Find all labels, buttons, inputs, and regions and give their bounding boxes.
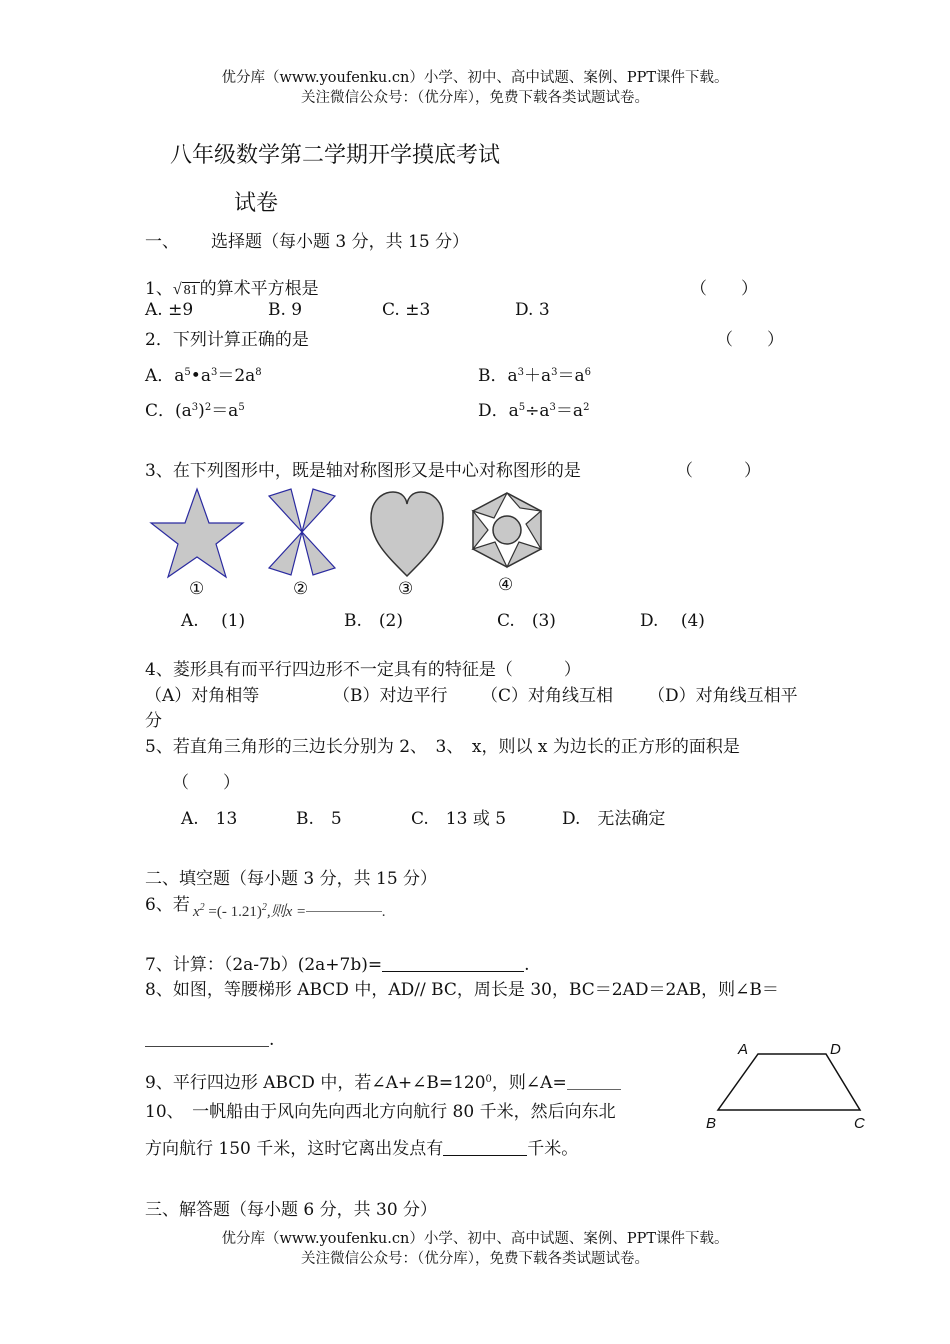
q5-answer-bracket: （ ） bbox=[172, 773, 240, 793]
page-title: 八年级数学第二学期开学摸底考试 bbox=[170, 143, 501, 168]
section-2-title: 二、填空题（每小题 3 分，共 15 分） bbox=[145, 869, 438, 889]
q1-text: 的算术平方根是 bbox=[199, 279, 319, 299]
q3a-value: (1) bbox=[221, 611, 246, 631]
figure-label-1: ① bbox=[189, 579, 205, 598]
star-shape bbox=[151, 489, 243, 577]
q6-x: x bbox=[193, 904, 200, 920]
q2b-mid: ＋a bbox=[524, 366, 552, 386]
footer-line-2: 关注微信公众号：（优分库），免费下载各类试题试卷。 bbox=[301, 1251, 649, 1267]
heart-shape bbox=[371, 492, 443, 576]
section-3-title: 三、解答题（每小题 6 分，共 30 分） bbox=[145, 1200, 438, 1220]
q2d-rest: ＝a bbox=[555, 401, 584, 421]
question-8: 8、如图，等腰梯形 ABCD 中，AD// BC，周长是 30，BC＝2AD＝2AB，则∠B＝ bbox=[145, 980, 779, 1000]
q2a-base: a bbox=[174, 366, 185, 386]
q2a-rest: ＝2a bbox=[217, 366, 256, 386]
q2b-rest: ＝a bbox=[557, 366, 585, 386]
q5-option-a: A. 13 bbox=[181, 809, 238, 829]
sqrt-81: √ 81 bbox=[172, 281, 198, 298]
question-5: 5、若直角三角形的三边长分别为 2、 3、 x，则以 x 为边长的正方形的面积是 bbox=[145, 737, 740, 757]
q3d-value: (4) bbox=[680, 611, 705, 631]
q7-answer-blank[interactable] bbox=[382, 955, 524, 972]
section-1-number: 一、 bbox=[145, 232, 179, 252]
q10-answer-blank[interactable] bbox=[443, 1139, 527, 1156]
header-line-1: 优分库（www.youfenku.cn）小学、初中、高中试题、案例、PPT课件下载。 bbox=[221, 70, 729, 86]
trapezoid-figure bbox=[700, 1036, 890, 1136]
q2c-exp2: 2 bbox=[204, 402, 212, 413]
q3-option-b bbox=[344, 606, 403, 631]
q2a-exp3: 8 bbox=[255, 367, 262, 378]
q4-option-d: （D）对角线互相平 bbox=[648, 686, 798, 706]
q3-option-c bbox=[497, 606, 556, 631]
q3-option-a bbox=[181, 606, 245, 631]
q2d-label: D． bbox=[478, 401, 509, 421]
triangles-shape bbox=[269, 489, 335, 575]
section-1-title: 选择题（每小题 3 分，共 15 分） bbox=[211, 232, 470, 252]
q2d-mid: ÷a bbox=[525, 401, 550, 421]
q9-answer-blank[interactable] bbox=[567, 1073, 621, 1090]
page-subtitle: 试卷 bbox=[234, 191, 279, 216]
vertex-d-label: D bbox=[830, 1041, 841, 1058]
question-1 bbox=[145, 274, 319, 299]
q9-rest: ，则∠A= bbox=[491, 1073, 567, 1093]
q1-option-d: D. 3 bbox=[515, 300, 550, 320]
q2-answer-bracket: （ ） bbox=[716, 330, 784, 350]
question-9 bbox=[145, 1068, 621, 1093]
q9-degree: 0 bbox=[485, 1074, 492, 1085]
q3a-letter: A. bbox=[181, 611, 199, 631]
q4-option-c: （C）对角线互相 bbox=[481, 686, 614, 706]
question-2: 2．下列计算正确的是 bbox=[145, 330, 309, 350]
q7-dot: . bbox=[524, 955, 530, 975]
q2c-mid: ) bbox=[198, 401, 205, 421]
q3d-letter: D. bbox=[640, 611, 659, 631]
q2b-exp1: 3 bbox=[517, 367, 525, 378]
q9-text: 9、平行四边形 ABCD 中，若∠A+∠B=120 bbox=[145, 1073, 486, 1093]
q2-option-b bbox=[478, 361, 591, 386]
vertex-c-label: C bbox=[854, 1115, 865, 1132]
vertex-b-label: B bbox=[706, 1115, 717, 1132]
q7-text: 7、计算：（2a-7b）(2a+7b)= bbox=[145, 955, 383, 975]
q2-option-a bbox=[145, 361, 262, 386]
vertex-a-label: A bbox=[738, 1041, 749, 1058]
q2d-base: a bbox=[508, 401, 519, 421]
figure-label-3: ③ bbox=[398, 579, 414, 598]
q6-then: ,则x = bbox=[266, 904, 307, 920]
q2d-exp2: 3 bbox=[549, 402, 556, 413]
figure-label-2: ② bbox=[293, 579, 309, 598]
figure-label-4: ④ bbox=[498, 575, 514, 594]
q6-answer-blank[interactable] bbox=[306, 901, 382, 912]
q2b-base: a bbox=[507, 366, 518, 386]
q3-option-d bbox=[640, 606, 705, 631]
q6-prefix: 6、若 bbox=[145, 895, 190, 915]
q3c-letter: C. bbox=[497, 611, 515, 631]
question-3: 3、在下列图形中，既是轴对称图形又是中心对称图形的是 bbox=[145, 461, 581, 481]
q3-answer-bracket: （ ） bbox=[676, 461, 761, 481]
q2c-exp1: 3 bbox=[191, 402, 199, 413]
q2a-exp2: 3 bbox=[210, 367, 218, 378]
q10-text: 方向航行 150 千米，这时它离出发点有 bbox=[145, 1139, 444, 1159]
q3b-letter: B. bbox=[344, 611, 362, 631]
q6-equation bbox=[193, 900, 386, 921]
q2c-base: (a bbox=[175, 401, 192, 421]
question-7 bbox=[145, 950, 530, 975]
q2d-exp3: 2 bbox=[583, 402, 590, 413]
q2a-exp1: 5 bbox=[184, 367, 191, 378]
q8-dot: . bbox=[269, 1030, 275, 1050]
q1-option-a: A. ±9 bbox=[145, 300, 194, 320]
q2b-exp3: 6 bbox=[584, 367, 592, 378]
q3-figures bbox=[145, 484, 565, 599]
q5-option-b: B. 5 bbox=[296, 809, 342, 829]
q6-exp: 2 bbox=[199, 902, 205, 913]
q2b-exp2: 3 bbox=[551, 367, 558, 378]
header-line-2: 关注微信公众号：（优分库），免费下载各类试题试卷。 bbox=[301, 90, 649, 106]
q2c-exp3: 5 bbox=[238, 402, 245, 413]
q1-answer-bracket: （ ） bbox=[690, 279, 758, 299]
q4-option-b: （B）对边平行 bbox=[333, 686, 448, 706]
q8-answer-line bbox=[145, 1030, 274, 1050]
trapezoid-abcd bbox=[718, 1054, 860, 1110]
q4-option-a: （A）对角相等 bbox=[145, 686, 260, 706]
q5-option-d: D. 无法确定 bbox=[562, 809, 666, 829]
question-4: 4、菱形具有而平行四边形不一定具有的特征是（ ） bbox=[145, 660, 581, 680]
sqrt-radicand: 81 bbox=[183, 283, 198, 298]
q2b-label: B． bbox=[478, 366, 508, 386]
q2c-label: C． bbox=[145, 401, 176, 421]
q1-number: 1、 bbox=[145, 279, 173, 299]
q3c-value: (3) bbox=[531, 611, 556, 631]
q2-option-c bbox=[145, 396, 245, 421]
q2c-rest: ＝a bbox=[211, 401, 239, 421]
q8-answer-blank[interactable] bbox=[145, 1030, 269, 1047]
q3b-value: (2) bbox=[378, 611, 403, 631]
q2a-mid: •a bbox=[190, 366, 211, 386]
q6-dot: . bbox=[382, 904, 386, 920]
question-10: 10、 一帆船由于风向先向西北方向航行 80 千米，然后向东北 bbox=[145, 1102, 616, 1122]
q1-option-b: B. 9 bbox=[268, 300, 303, 320]
question-10-line-2 bbox=[145, 1134, 578, 1159]
q6-eq: =(- 1.21) bbox=[204, 904, 262, 920]
q10-unit: 千米。 bbox=[527, 1139, 579, 1159]
footer-line-1: 优分库（www.youfenku.cn）小学、初中、高中试题、案例、PPT课件下载。 bbox=[221, 1231, 729, 1247]
q2-option-d bbox=[478, 396, 589, 421]
q4-option-d-wrap: 分 bbox=[145, 711, 162, 731]
q2d-exp1: 5 bbox=[518, 402, 526, 413]
q1-option-c: C. ±3 bbox=[382, 300, 431, 320]
q5-option-c: C. 13 或 5 bbox=[411, 809, 507, 829]
q6-exp2: 2 bbox=[261, 902, 267, 913]
q2a-label: A． bbox=[145, 366, 175, 386]
hexagon-shape bbox=[473, 493, 541, 567]
